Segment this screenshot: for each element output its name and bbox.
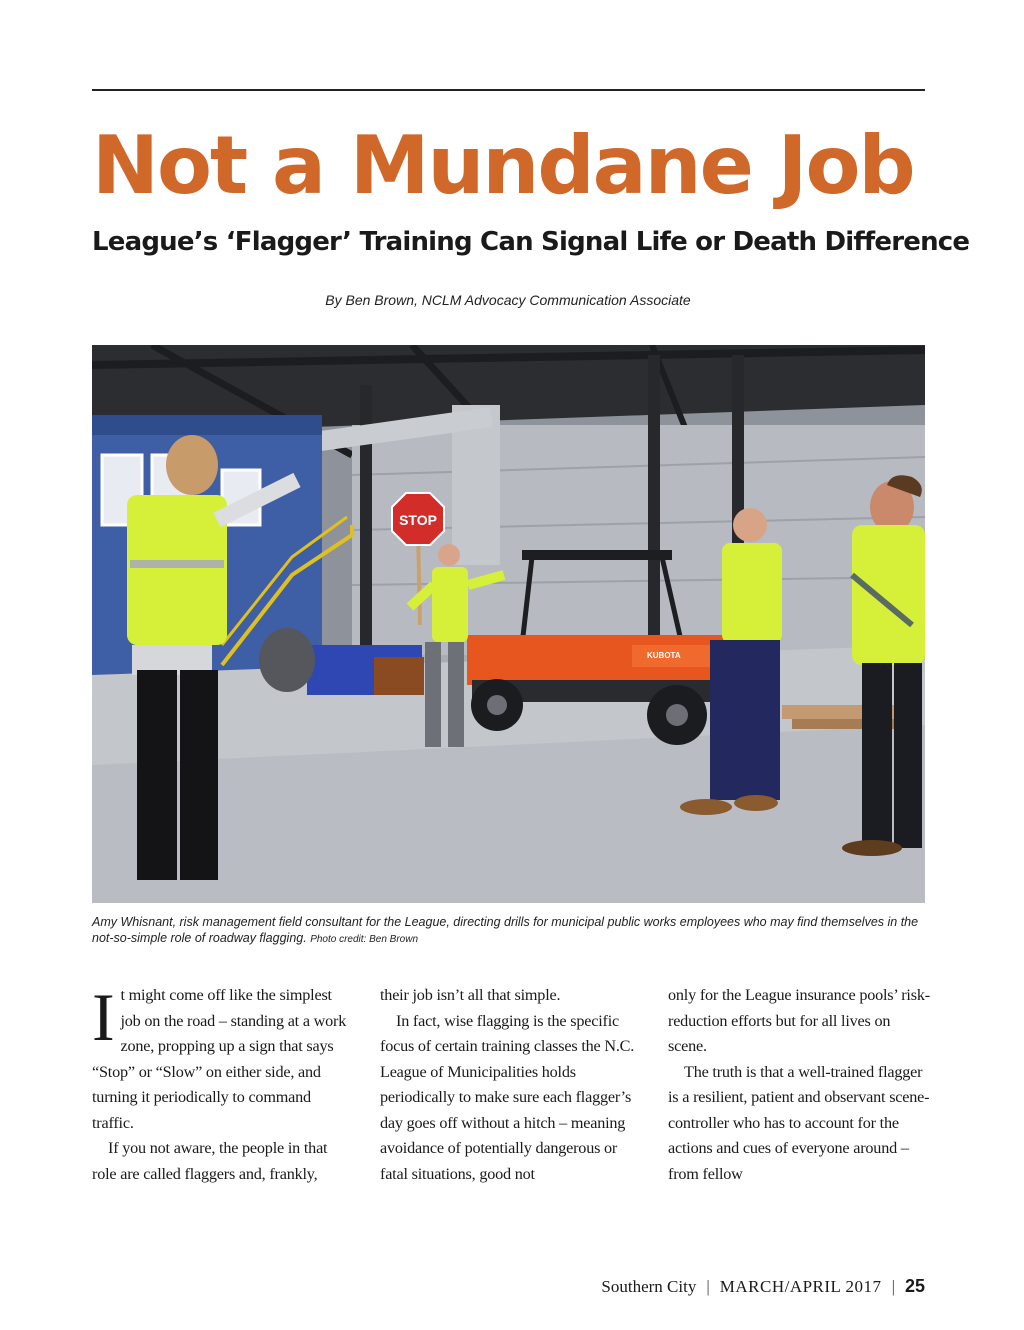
vehicle-brand-text: KUBOTA xyxy=(647,651,681,660)
paragraph: t might come off like the simplest job on the road – standing at a work zone, propping up a sign that says “Stop” or “Slow” on either side, and turning it periodically to command traffic. xyxy=(92,986,347,1132)
body-column-1 xyxy=(92,979,354,1187)
page-number: 25 xyxy=(904,1276,925,1296)
footer-separator: | xyxy=(706,1277,710,1296)
photo-caption xyxy=(92,914,925,948)
stop-sign-text: STOP xyxy=(399,512,437,528)
publication-name: Southern City xyxy=(601,1277,697,1296)
paragraph: If you not aware, the people in that role are called flaggers and, frankly, xyxy=(92,1139,328,1183)
subheadline: League’s ‘Flagger’ Training Can Signal Life or Death Difference xyxy=(92,227,970,257)
page-footer xyxy=(601,1276,925,1297)
paragraph: In fact, wise flagging is the specific focus of certain training classes the N.C. League of Municipalities holds periodically to make sure each flagger’s day goes off without a hitch – meaning avoidance of potentially dangerous or fatal situations, good not xyxy=(380,1011,635,1183)
caption-text: Amy Whisnant, risk management field consultant for the League, directing drills for municipal public works employees who may find themselves in the not-so-simple role of roadway flagging. xyxy=(92,915,919,945)
drop-cap: I xyxy=(92,979,115,1055)
footer-separator: | xyxy=(891,1277,895,1296)
issue-date: MARCH/APRIL 2017 xyxy=(719,1277,882,1296)
byline: By Ben Brown, NCLM Advocacy Communication Associate xyxy=(325,292,691,308)
paragraph: only for the League insurance pools’ risk-reduction efforts but for all lives on scene. xyxy=(668,986,930,1055)
body-column-2 xyxy=(380,983,642,1187)
top-rule xyxy=(92,89,925,91)
paragraph: their job isn’t all that simple. xyxy=(380,986,561,1004)
article-photo xyxy=(92,345,925,903)
headline: Not a Mundane Job xyxy=(92,119,914,212)
photo-credit: Photo credit: Ben Brown xyxy=(310,934,419,945)
body-column-3 xyxy=(668,983,930,1187)
paragraph: The truth is that a well-trained flagger is a resilient, patient and observant scene-controller who has to account for the actions and cues of everyone around – from fellow xyxy=(668,1062,930,1183)
